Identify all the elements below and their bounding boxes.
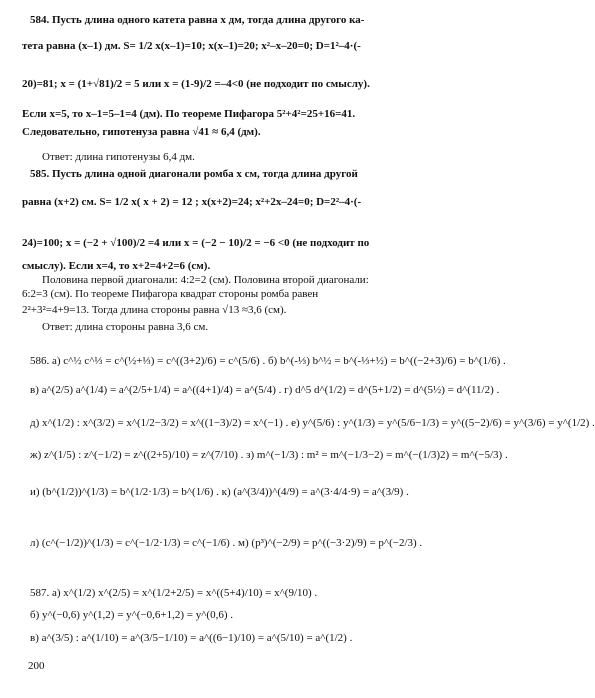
p585-line-6: 6:2=3 (см). По теореме Пифагора квадрат стороны ромба равен xyxy=(22,288,319,300)
p585-line-7: 2²+3²=4+9=13. Тогда длина стороны равна √13 ≈3,6 (см). xyxy=(22,304,287,316)
p587-v: в) a^(3/5) : a^(1/10) = a^(3/5−1/10) = a^((6−1)/10) = a^(5/10) = a^(1/2) . xyxy=(30,632,353,644)
p586-de: д) x^(1/2) : x^(3/2) = x^(1/2−3/2) = x^((1−3)/2) = x^(−1) . е) y^(5/6) : y^(1/3) = y^(5/6−1/3) = y^((5−2)/6) = y^(3/6) = y^(1/2) . xyxy=(30,417,595,429)
p587-a: 587. а) x^(1/2) x^(2/5) = x^(1/2+2/5) = x^((5+4)/10) = x^(9/10) . xyxy=(30,587,318,599)
p586-vg: в) a^(2/5) a^(1/4) = a^(2/5+1/4) = a^((4+1)/4) = a^(5/4) . г) d^5 d^(1/2) = d^(5+1/2) = d^(5½) = d^(11/2) . xyxy=(30,384,500,396)
p584-line-2: тета равна (x–1) дм. S= 1/2 x(x–1)=10; x(x–1)=20; x²–x–20=0; D=1²–4·(- xyxy=(22,40,361,52)
p585-line-4: смыслу). Если x=4, то x+2=4+2=6 (см). xyxy=(22,260,211,272)
p586-zhz: ж) z^(1/5) : z^(−1/2) = z^((2+5)/10) = z^(7/10) . з) m^(−1/3) : m² = m^(−1/3−2) = m^(−(1/3)2) = m^(−5/3) . xyxy=(30,449,508,461)
p585-line-2: равна (x+2) см. S= 1/2 x( x + 2) = 12 ; x(x+2)=24; x²+2x–24=0; D=2²–4·(- xyxy=(22,196,362,208)
p584-line-1: 584. Пусть длина одного катета равна x дм, тогда длина другого ка- xyxy=(30,14,365,26)
p587-b: б) y^(−0,6) y^(1,2) = y^(−0,6+1,2) = y^(0,6) . xyxy=(30,609,233,621)
p584-line-3: 20)=81; x = (1+√81)/2 = 5 или x = (1-9)/2 =–4<0 (не подходит по смыслу). xyxy=(22,78,370,90)
p586-ik: и) (b^(1/2))^(1/3) = b^(1/2·1/3) = b^(1/6) . к) (a^(3/4))^(4/9) = a^(3·4/4·9) = a^(3/9) . xyxy=(30,486,409,498)
p584-answer: Ответ: длина гипотенузы 6,4 дм. xyxy=(42,151,195,163)
p585-line-1: 585. Пусть длина одной диагонали ромба x см, тогда длина другой xyxy=(30,168,358,180)
p585-answer: Ответ: длина стороны равна 3,6 см. xyxy=(42,321,209,333)
p584-line-4: Если x=5, то x–1=5–1=4 (дм). По теореме Пифагора 5²+4²=25+16=41. xyxy=(22,108,356,120)
p584-line-5: Следовательно, гипотенуза равна √41 ≈ 6,4 (дм). xyxy=(22,126,261,138)
p585-line-5: Половина первой диагонали: 4:2=2 (см). Половина второй диагонали: xyxy=(42,274,369,286)
p585-line-3: 24)=100; x = (−2 + √100)/2 =4 или x = (−2 − 10)/2 = −6 <0 (не подходит по xyxy=(22,237,370,249)
p586-lm: л) (c^(−1/2))^(1/3) = c^(−1/2·1/3) = c^(−1/6) . м) (p³)^(−2/9) = p^((−3·2)/9) = p^(−2/3) . xyxy=(30,537,423,549)
page-number: 200 xyxy=(28,660,45,672)
p586-ab: 586. а) c^½ c^⅓ = c^(½+⅓) = c^((3+2)/6) = c^(5/6) . б) b^(-⅓) b^½ = b^(-⅓+½) = b^((−2+3)/6) = b^(1/6) . xyxy=(30,355,506,367)
